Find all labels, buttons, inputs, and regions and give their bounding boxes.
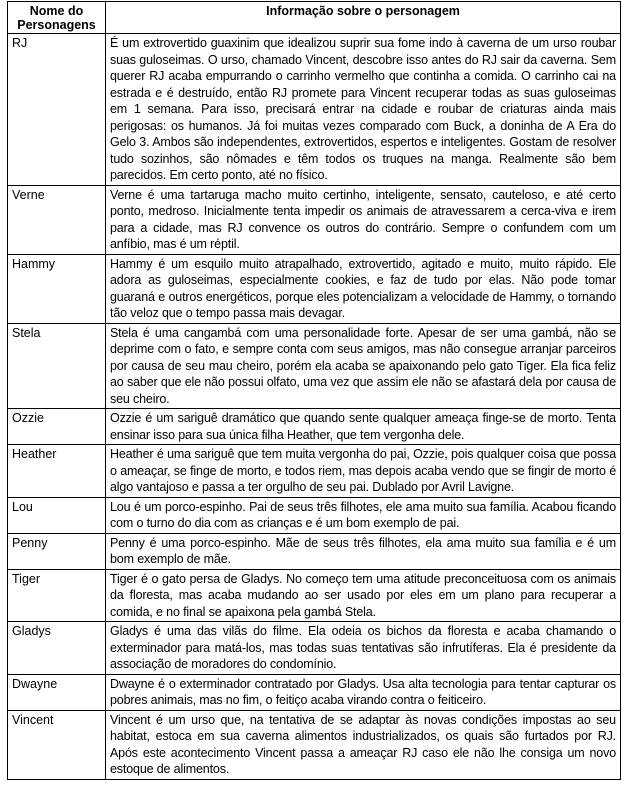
table-row (8, 34, 621, 186)
character-info: É um extrovertido guaxinim que idealizou suprir sua fome indo à caverna de um urso roubar suas guloseimas. O urso, chamado Vincent, descobre isso antes do RJ sair da caverna. Sem querer RJ acaba empurrando o carrinho vermelho que continha a comida. O carrinho cai na estrada e é destruído, então RJ promete para Vincent recuperar todas as suas guloseimas em 1 semana. Para isso, precisará entrar na cidade e roubar de criaturas ainda mais perigosas: os humanos. Já foi muitas vezes comparado com Buck, a doninha de A Era do Gelo 3. Ambos são independentes, extrovertidos, espertos e inteligentes. Gostam de resolver tudo sozinhos, são nômades e têm todos os truques na manga. Realmente são bem parecidos. Em certo ponto, até no físico. (106, 34, 621, 186)
character-info: Ozzie é um sariguê dramático que quando sente qualquer ameaça finge-se de morto. Tenta ensinar isso para sua única filha Heather, que tem vergonha dele. (106, 409, 621, 445)
character-name: Stela (8, 323, 106, 409)
character-name: Ozzie (8, 409, 106, 445)
character-info: Lou é um porco-espinho. Pai de seus três filhotes, ele ama muito sua família. Acabou ficando com o turno do dia com as crianças e é um bom exemplo de pai. (106, 497, 621, 533)
character-info: Vincent é um urso que, na tentativa de se adaptar às novas condições impostas ao seu habitat, estoca em sua caverna alimentos industrializados, os quais são furtados por RJ. Após este acontecimento Vincent passa a ameaçar RJ caso ele não lhe consiga um novo estoque de alimentos. (106, 710, 621, 779)
table-row (8, 185, 621, 254)
character-info: Verne é uma tartaruga macho muito certinho, inteligente, sensato, cauteloso, e até certo ponto, medroso. Inicialmente tenta impedir os animais de atravessarem a cerca-viva e irem para a cidade, mas RJ convence os outros do contrário. Sempre o confundem com um anfíbio, mas é um réptil. (106, 185, 621, 254)
table-row (8, 533, 621, 569)
table-row (8, 445, 621, 498)
table-row (8, 674, 621, 710)
document-page (7, 1, 620, 780)
character-name: Lou (8, 497, 106, 533)
header-info: Informação sobre o personagem (106, 2, 621, 34)
table-row (8, 254, 621, 323)
table-row (8, 409, 621, 445)
character-name: RJ (8, 34, 106, 186)
character-name: Dwayne (8, 674, 106, 710)
character-info: Hammy é um esquilo muito atrapalhado, extrovertido, agitado e muito, muito rápido. Ele adora as guloseimas, especialmente cookies, e faz de tudo por elas. Não pode tomar guaraná e outros energéticos, porque eles potencializam a velocidade de Hammy, o tornando tão veloz que o tempo passa mais devagar. (106, 254, 621, 323)
table-row (8, 710, 621, 779)
header-name: Nome do Personagens (8, 2, 106, 34)
character-name: Tiger (8, 569, 106, 622)
character-name: Gladys (8, 622, 106, 675)
character-info: Stela é uma cangambá com uma personalidade forte. Apesar de ser uma gambá, não se deprime com o fato, e sempre conta com seus amigos, mas não consegue arranjar parceiros por causa de seu mau cheiro, porém ela acaba se apaixonando pelo gato Tiger. Ela fica feliz ao saber que ele não possui olfato, uma vez que assim ele não se afastará dela por causa de seu cheiro. (106, 323, 621, 409)
character-info: Dwayne é o exterminador contratado por Gladys. Usa alta tecnologia para tentar capturar os pobres animais, mas no fim, o feitiço acaba virando contra o feiticeiro. (106, 674, 621, 710)
table-row (8, 323, 621, 409)
table-row (8, 622, 621, 675)
character-name: Penny (8, 533, 106, 569)
table-row (8, 497, 621, 533)
character-name: Vincent (8, 710, 106, 779)
character-info: Penny é uma porco-espinho. Mãe de seus três filhotes, ela ama muito sua família e é um bom exemplo de mãe. (106, 533, 621, 569)
character-info: Tiger é o gato persa de Gladys. No começo tem uma atitude preconceituosa com os animais da floresta, mas acaba mudando ao ser usado por eles em um plano para recuperar a comida, e no final se apaixona pela gambá Stela. (106, 569, 621, 622)
character-name: Heather (8, 445, 106, 498)
character-info: Gladys é uma das vilãs do filme. Ela odeia os bichos da floresta e acaba chamando o exterminador para matá-los, mas todas suas tentativas são infrutíferas. Ela é presidente da associação de moradores do condomínio. (106, 622, 621, 675)
character-name: Verne (8, 185, 106, 254)
characters-table (7, 1, 621, 780)
table-row (8, 569, 621, 622)
character-name: Hammy (8, 254, 106, 323)
table-header-row (8, 2, 621, 34)
character-info: Heather é uma sariguê que tem muita vergonha do pai, Ozzie, pois qualquer coisa que possa o ameaçar, se finge de morto, e todos riem, mas depois acaba vendo que se fingir de morto é algo vantajoso e passa a ter orgulho de seu pai. Dublado por Avril Lavigne. (106, 445, 621, 498)
